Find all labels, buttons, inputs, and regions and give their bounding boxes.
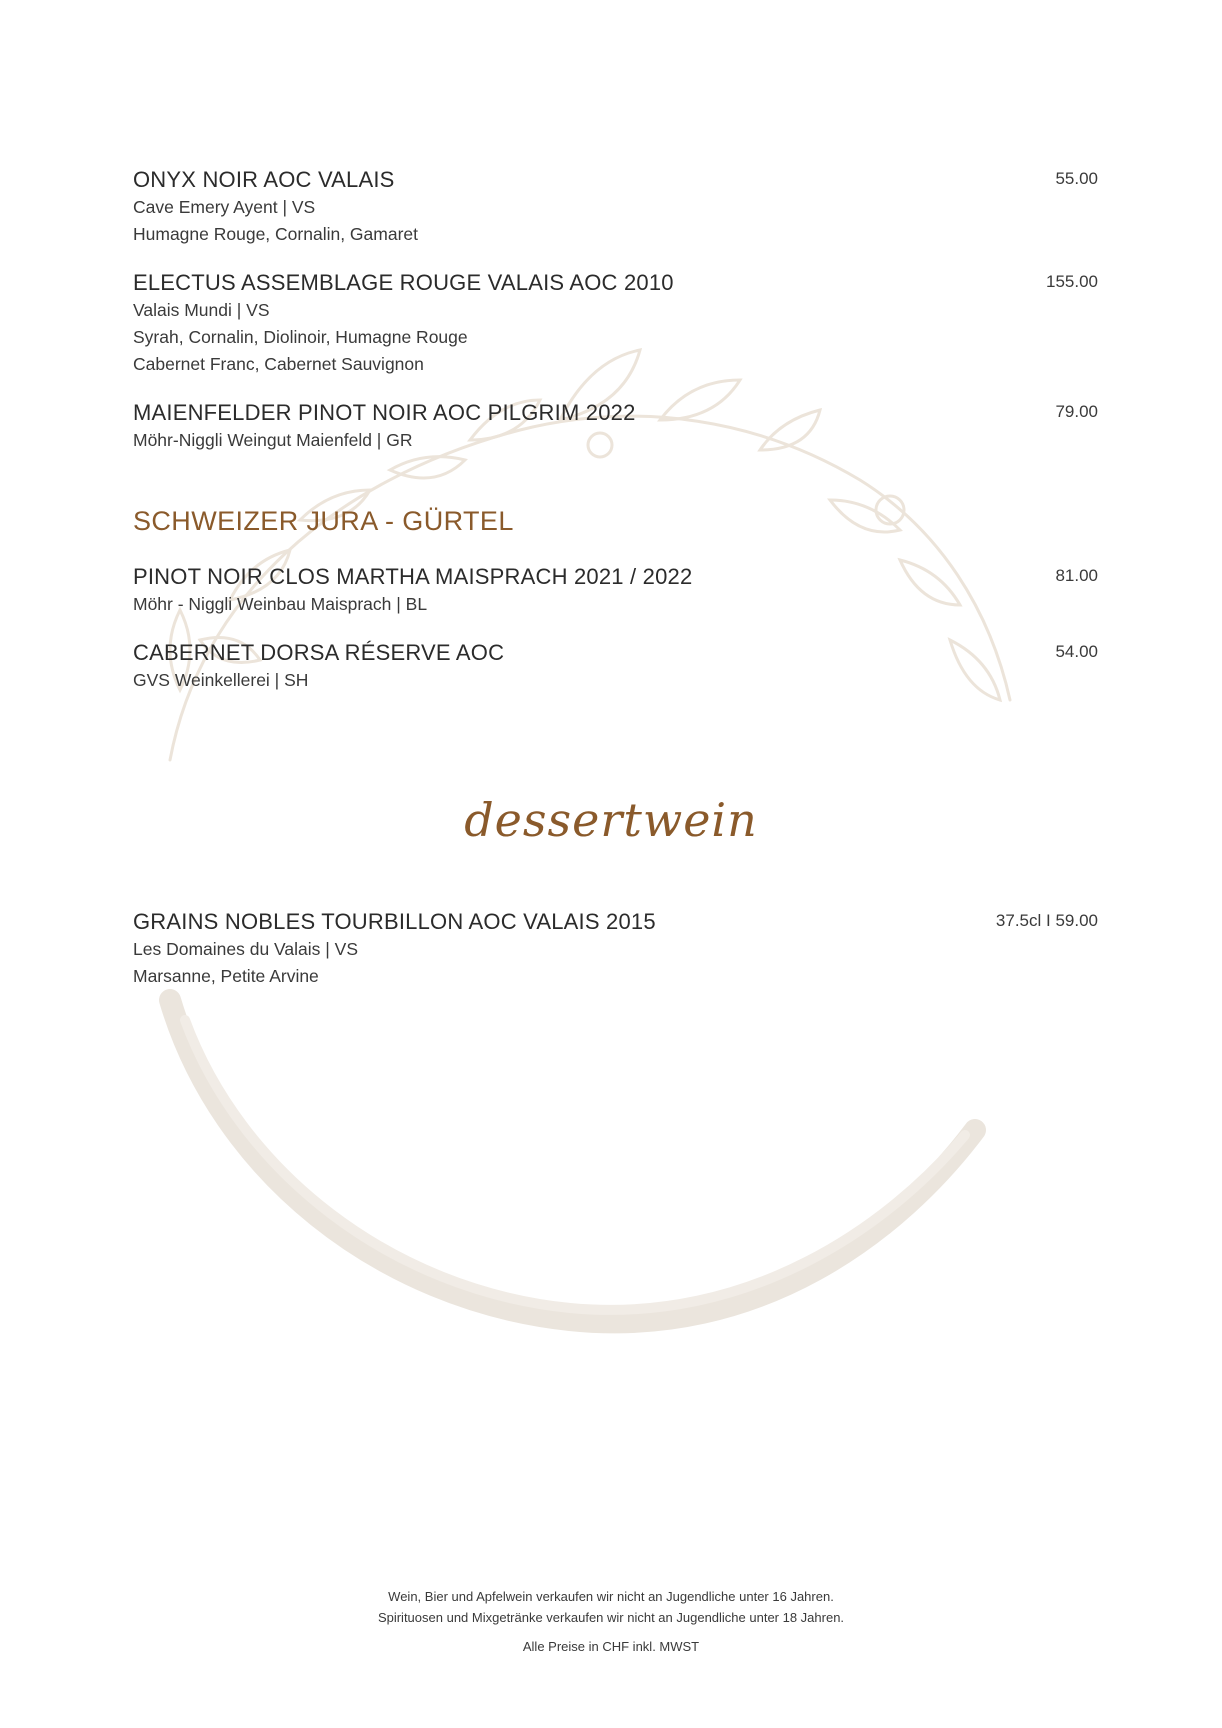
item-producer: Cave Emery Ayent | VS xyxy=(133,197,316,217)
item-name: CABERNET DORSA RÉSERVE AOC xyxy=(133,640,505,665)
menu-item xyxy=(133,563,1098,618)
item-grapes: Humagne Rouge, Cornalin, Gamaret xyxy=(133,224,419,244)
footer xyxy=(0,1586,1222,1657)
menu-item xyxy=(133,399,1098,454)
item-producer: Les Domaines du Valais | VS xyxy=(133,939,359,959)
item-producer: GVS Weinkellerei | SH xyxy=(133,670,309,690)
footer-age-notice-wine: Wein, Bier und Apfelwein verkaufen wir nicht an Jugendliche unter 16 Jahren. xyxy=(388,1589,834,1604)
item-grapes: Marsanne, Petite Arvine xyxy=(133,966,319,986)
footer-price-notice: Alle Preise in CHF inkl. MWST xyxy=(522,1639,700,1654)
item-grapes: Cabernet Franc, Cabernet Sauvignon xyxy=(133,354,424,374)
item-price: 81.00 xyxy=(1055,566,1098,585)
item-name: PINOT NOIR CLOS MARTHA MAISPRACH 2021 / 2022 xyxy=(133,564,693,589)
item-name: MAIENFELDER PINOT NOIR AOC PILGRIM 2022 xyxy=(133,400,636,425)
item-price: 55.00 xyxy=(1055,169,1098,188)
item-price: 79.00 xyxy=(1055,402,1098,421)
menu-item xyxy=(133,269,1098,378)
menu-item xyxy=(133,908,1098,990)
item-name: GRAINS NOBLES TOURBILLON AOC VALAIS 2015 xyxy=(133,909,656,934)
item-price: 37.5cl I 59.00 xyxy=(995,911,1098,930)
item-name: ELECTUS ASSEMBLAGE ROUGE VALAIS AOC 2010 xyxy=(133,270,674,295)
menu-item xyxy=(133,639,1098,694)
item-producer: Möhr-Niggli Weingut Maienfeld | GR xyxy=(133,430,413,450)
menu-item xyxy=(133,166,1098,248)
item-price: 54.00 xyxy=(1055,642,1098,661)
item-grapes: Syrah, Cornalin, Diolinoir, Humagne Rouge xyxy=(133,327,468,347)
item-producer: Möhr - Niggli Weinbau Maisprach | BL xyxy=(133,594,428,614)
item-name: ONYX NOIR AOC VALAIS xyxy=(133,167,395,192)
section-heading: SCHWEIZER JURA - GÜRTEL xyxy=(133,506,514,536)
section-heading-script: dessertwein xyxy=(464,793,758,847)
footer-age-notice-spirits: Spirituosen und Mixgetränke verkaufen wir nicht an Jugendliche unter 18 Jahren. xyxy=(377,1610,845,1625)
item-producer: Valais Mundi | VS xyxy=(133,300,270,320)
item-price: 155.00 xyxy=(1046,272,1098,291)
